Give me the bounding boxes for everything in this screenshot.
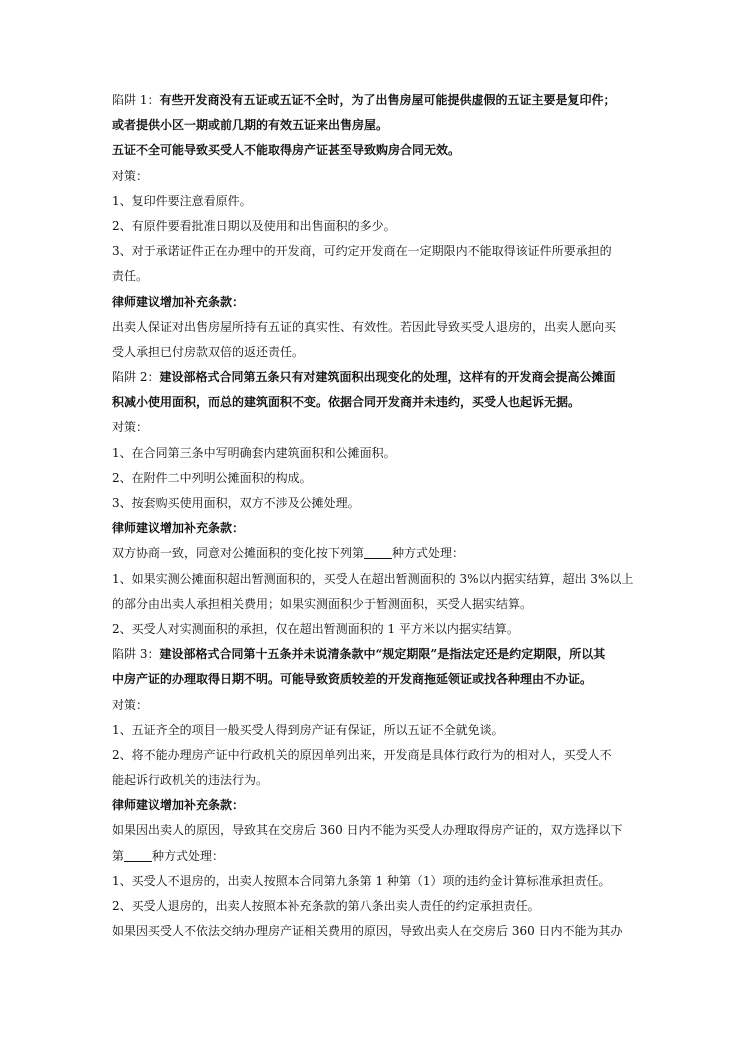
trap2-clause-line: 的部分由出卖人承担相关费用；如果实测面积少于暂测面积，买受人据实结算。 xyxy=(112,596,533,611)
trap2-heading-line2: 积减小使用面积，而总的建筑面积不变。依据合同开发商并未违约，买受人也起诉无据。 xyxy=(112,395,581,410)
trap3-lawyer-title: 律师建议增加补充条款： xyxy=(112,798,245,813)
trap2-countermeasure-title: 对策： xyxy=(112,420,149,435)
trap2-clause-intro-b: 种方式处理： xyxy=(392,546,465,561)
trap1-heading-line1 xyxy=(112,88,640,113)
trap2-clause-line: 2、买受人对实测面积的承担，仅在超出暂测面积的 1 平方米以内据实结算。 xyxy=(112,621,519,636)
trap1-countermeasure-title: 对策： xyxy=(112,168,149,183)
trap2-clause-line: 1、如果实测公摊面积超出暂测面积的，买受人在超出暂测面积的 3%以内据实结算，超出 3%以上 xyxy=(112,571,634,586)
trap2-clause-intro xyxy=(112,541,640,566)
document-page xyxy=(112,88,640,944)
trap1-lawyer-title: 律师建议增加补充条款： xyxy=(112,294,245,309)
trap3-clause-line2-b: 种方式处理： xyxy=(152,848,225,863)
fill-in-blank xyxy=(124,849,152,862)
trap1-heading-line2: 或者提供小区一期或前几期的有效五证来出售房屋。 xyxy=(112,118,389,133)
trap2-item: 3、按套购买使用面积，双方不涉及公摊处理。 xyxy=(112,496,360,510)
trap1-heading-line3: 五证不全可能导致买受人不能取得房产证甚至导致购房合同无效。 xyxy=(112,143,461,158)
trap2-label: 陷阱 2： xyxy=(112,370,160,385)
fill-in-blank xyxy=(364,546,392,559)
trap3-heading-line1 xyxy=(112,642,640,667)
trap3-clause-line2-a: 第 xyxy=(112,848,125,863)
trap3-countermeasure-title: 对策： xyxy=(112,697,149,712)
trap3-item: 2、将不能办理房产证中行政机关的原因单列出来，开发商是具体行政行为的相对人，买受人不 xyxy=(112,747,612,762)
trap3-item: 1、五证齐全的项目一般买受人得到房产证有保证，所以五证不全就免谈。 xyxy=(112,722,504,737)
trap3-heading-line2: 中房产证的办理取得日期不明。可能导致资质较差的开发商拖延领证或找各种理由不办证。 xyxy=(112,672,593,687)
trap2-clause-intro-a: 双方协商一致，同意对公摊面积的变化按下列第 xyxy=(112,546,365,561)
trap2-item: 2、在附件二中列明公摊面积的构成。 xyxy=(112,470,312,485)
trap2-lawyer-title: 律师建议增加补充条款： xyxy=(112,521,245,536)
trap1-item: 3、对于承诺证件正在办理中的开发商，可约定开发商在一定期限内不能取得该证件所要承担的 xyxy=(112,244,612,259)
trap3-clause-line2 xyxy=(112,844,640,869)
trap3-label: 陷阱 3： xyxy=(112,647,160,662)
trap1-text: 有些开发商没有五证或五证不全时，为了出售房屋可能提供虚假的五证主要是复印件； xyxy=(159,93,616,107)
trap1-item: 1、复印件要注意看原件。 xyxy=(112,193,252,208)
trap2-heading-line1 xyxy=(112,365,640,390)
trap3-clause-line: 2、买受人退房的，出卖人按照本补充条款的第八条出卖人责任的约定承担责任。 xyxy=(112,899,540,913)
trap3-clause-line: 1、买受人不退房的，出卖人按照本合同第九条第 1 种第（1）项的违约金计算标准承担责任。 xyxy=(112,873,611,888)
trap3-item: 能起诉行政机关的违法行为。 xyxy=(112,773,269,788)
trap1-item: 2、有原件要看批准日期以及使用和出售面积的多少。 xyxy=(112,218,396,233)
trap1-item: 责任。 xyxy=(112,269,149,284)
trap3-clause-line1: 如果因出卖人的原因，导致其在交房后 360 日内不能为买受人办理取得房产证的，双方选择以下 xyxy=(112,823,623,838)
trap1-clause-line: 受人承担已付房款双倍的返还责任。 xyxy=(112,344,305,359)
trap3-text: 建设部格式合同第十五条并未说清条款中“规定期限”是指法定还是约定期限，所以其 xyxy=(159,647,606,662)
trap2-item: 1、在合同第三条中写明确套内建筑面积和公摊面积。 xyxy=(112,445,396,460)
trap3-clause-line: 如果因买受人不依法交纳办理房产证相关费用的原因，导致出卖人在交房后 360 日内不能为其办 xyxy=(112,924,623,939)
trap1-label: 陷阱 1： xyxy=(112,93,160,107)
trap1-clause-line: 出卖人保证对出售房屋所持有五证的真实性、有效性。若因此导致买受人退房的，出卖人愿向买 xyxy=(112,319,617,334)
trap2-text: 建设部格式合同第五条只有对建筑面积出现变化的处理，这样有的开发商会提高公摊面 xyxy=(159,370,616,385)
